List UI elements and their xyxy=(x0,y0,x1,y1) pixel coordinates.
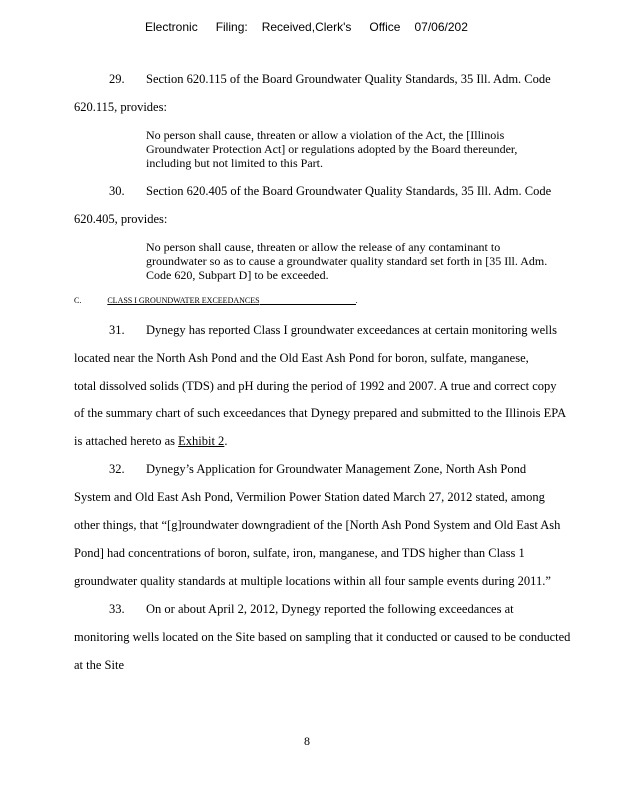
para-32-line: other things, that “[g]roundwater downgradient of the [North Ash Pond System and Old East Ash xyxy=(74,518,561,532)
para-31-period: . xyxy=(224,434,228,448)
para-31-line: of the summary chart of such exceedances that Dynegy prepared and submitted to the Illinois EPA xyxy=(74,406,567,420)
quote-line: No person shall cause, threaten or allow a violation of the Act, the [Illinois xyxy=(146,128,505,142)
para-31-last-text: is attached hereto as xyxy=(74,434,179,448)
para-33-line: monitoring wells located on the Site based on sampling that it conducted or caused to be conducted xyxy=(74,630,571,644)
para-29-number: 29. xyxy=(109,72,125,86)
section-letter: C. xyxy=(74,296,82,305)
block-quote-30 xyxy=(146,240,547,282)
para-32-line: System and Old East Ash Pond, Vermilion Power Station dated March 27, 2012 stated, among xyxy=(74,490,545,504)
para-32-line: Dynegy’s Application for Groundwater Management Zone, North Ash Pond xyxy=(146,462,527,476)
para-30-number: 30. xyxy=(109,184,125,198)
para-31-last-line xyxy=(74,434,227,449)
section-heading xyxy=(74,296,358,305)
quote-line: No person shall cause, threaten or allow the release of any contaminant to xyxy=(146,240,501,254)
para-31-line: total dissolved solids (TDS) and pH during the period of 1992 and 2007. A true and correct copy xyxy=(74,379,557,393)
para-32-number: 32. xyxy=(109,462,125,476)
quote-line: including but not limited to this Part. xyxy=(146,156,323,170)
para-31-line: Dynegy has reported Class I groundwater exceedances at certain monitoring wells xyxy=(146,323,557,337)
para-33-number: 33. xyxy=(109,602,125,616)
quote-line: Groundwater Protection Act] or regulations adopted by the Board thereunder, xyxy=(146,142,518,156)
header-date: 07/06/202 xyxy=(414,20,468,34)
para-29-line-1: Section 620.115 of the Board Groundwater Quality Standards, 35 Ill. Adm. Code xyxy=(146,72,551,86)
para-30-line-2: 620.405, provides: xyxy=(74,212,168,226)
section-title: CLASS I GROUNDWATER EXCEEDANCES xyxy=(107,296,260,305)
para-33-line: at the Site xyxy=(74,658,124,672)
para-30-line-1: Section 620.405 of the Board Groundwater Quality Standards, 35 Ill. Adm. Code xyxy=(146,184,552,198)
para-32-line: Pond] had concentrations of boron, sulfate, iron, manganese, and TDS higher than Class 1 xyxy=(74,546,525,560)
page-number: 8 xyxy=(304,734,310,748)
efiling-header xyxy=(145,20,468,34)
header-received: Received,Clerk's xyxy=(261,20,352,34)
section-end: . xyxy=(355,296,358,305)
para-33-line: On or about April 2, 2012, Dynegy reported the following exceedances at xyxy=(146,602,514,616)
para-32-line: groundwater quality standards at multiple locations within all four sample events during 2011.” xyxy=(74,574,551,588)
quote-line: groundwater so as to cause a groundwater quality standard set forth in [35 Ill. Adm. xyxy=(146,254,548,268)
header-office: Office xyxy=(369,20,401,34)
para-31-number: 31. xyxy=(109,323,125,337)
quote-line: Code 620, Subpart D] to be exceeded. xyxy=(146,268,329,282)
header-electronic: Electronic xyxy=(145,20,198,34)
para-31-line: located near the North Ash Pond and the Old East Ash Pond for boron, sulfate, manganese, xyxy=(74,351,529,365)
exhibit-2-link[interactable]: Exhibit 2 xyxy=(178,434,225,448)
block-quote-29 xyxy=(146,128,517,170)
header-filing: Filing: xyxy=(215,20,248,34)
para-29-line-2: 620.115, provides: xyxy=(74,100,167,114)
